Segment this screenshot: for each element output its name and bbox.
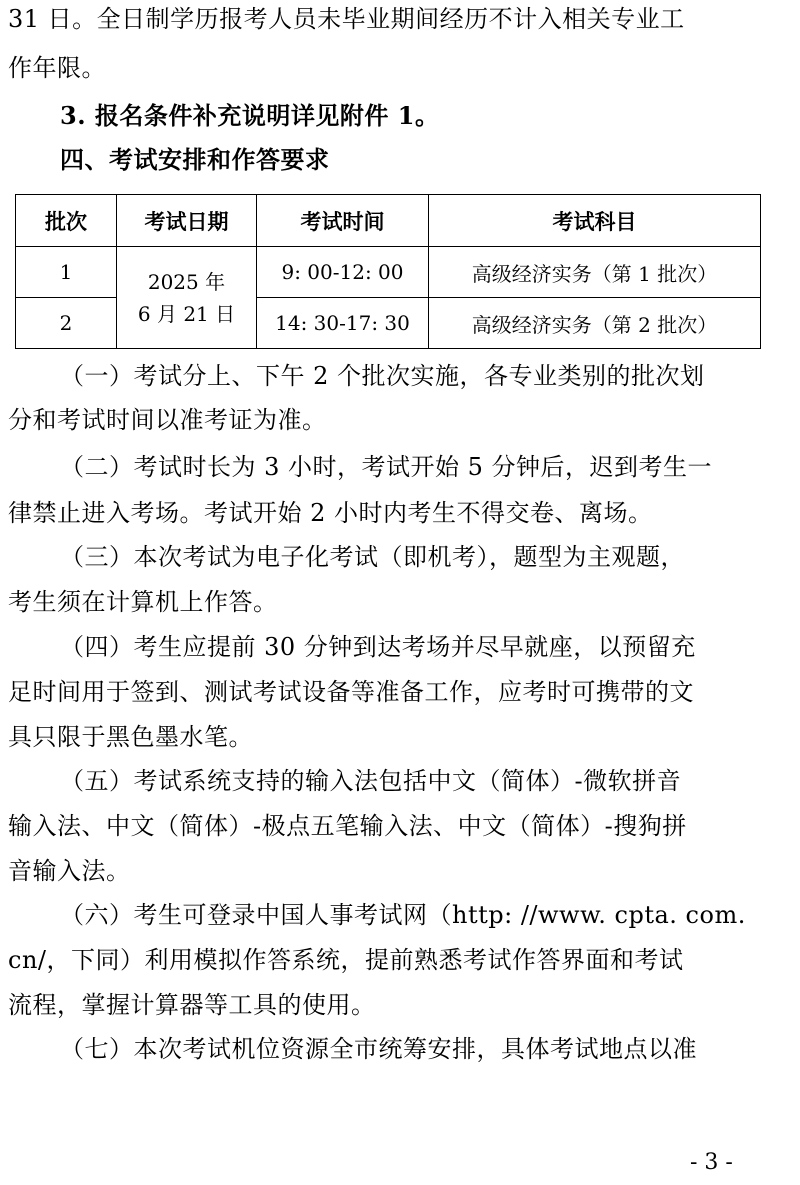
table-header-row bbox=[16, 195, 761, 247]
page-number: - 3 - bbox=[690, 1150, 733, 1175]
header-time: 考试时间 bbox=[257, 195, 429, 247]
paragraph-6-line: cn/，下同）利用模拟作答系统，提前熟悉考试作答界面和考试 bbox=[8, 946, 684, 974]
paragraph-5-line: 输入法、中文（简体）-极点五笔输入法、中文（简体）-搜狗拼 bbox=[8, 812, 687, 840]
paragraph-4-line: 具只限于黑色墨水笔。 bbox=[8, 723, 253, 751]
paragraph-1-line: 分和考试时间以准考证为准。 bbox=[8, 406, 327, 434]
time-cell: 9: 00-12: 00 bbox=[257, 247, 429, 298]
text-line: 31 日。全日制学历报考人员未毕业期间经历不计入相关专业工 bbox=[8, 5, 685, 33]
paragraph-4-line: （四）考生应提前 30 分钟到达考场并尽早就座，以预留充 bbox=[60, 633, 696, 661]
section-heading: 四、考试安排和作答要求 bbox=[60, 145, 330, 174]
header-date: 考试日期 bbox=[117, 195, 257, 247]
paragraph-7-line: （七）本次考试机位资源全市统筹安排，具体考试地点以准 bbox=[60, 1035, 697, 1063]
batch-cell: 2 bbox=[16, 298, 117, 349]
paragraph-2-line: （二）考试时长为 3 小时，考试开始 5 分钟后，迟到考生一 bbox=[60, 453, 713, 481]
paragraph-1-line: （一）考试分上、下午 2 个批次实施，各专业类别的批次划 bbox=[60, 362, 705, 390]
date-day: 6 月 21 日 bbox=[137, 301, 236, 326]
batch-cell: 1 bbox=[16, 247, 117, 298]
note-3: 3. 报名条件补充说明详见附件 1。 bbox=[60, 101, 440, 130]
text-line: 作年限。 bbox=[8, 54, 106, 82]
paragraph-6-line: 流程，掌握计算器等工具的使用。 bbox=[8, 991, 376, 1019]
table-row bbox=[16, 247, 761, 298]
paragraph-3-line: 考生须在计算机上作答。 bbox=[8, 588, 278, 616]
paragraph-5-line: （五）考试系统支持的输入法包括中文（简体）-微软拼音 bbox=[60, 767, 682, 795]
paragraph-5-line: 音输入法。 bbox=[8, 857, 131, 885]
exam-schedule-table bbox=[15, 194, 761, 349]
date-year: 2025 年 bbox=[147, 269, 226, 294]
exam-date-cell bbox=[117, 247, 257, 349]
header-batch: 批次 bbox=[16, 195, 117, 247]
paragraph-2-line: 律禁止进入考场。考试开始 2 小时内考生不得交卷、离场。 bbox=[8, 499, 653, 527]
time-cell: 14: 30-17: 30 bbox=[257, 298, 429, 349]
paragraph-4-line: 足时间用于签到、测试考试设备等准备工作，应考时可携带的文 bbox=[8, 678, 694, 706]
subject-cell: 高级经济实务（第 2 批次） bbox=[429, 298, 761, 349]
header-subject: 考试科目 bbox=[429, 195, 761, 247]
paragraph-3-line: （三）本次考试为电子化考试（即机考），题型为主观题， bbox=[60, 543, 685, 571]
paragraph-6-line: （六）考生可登录中国人事考试网（http: //www. cpta. com. bbox=[60, 901, 746, 929]
subject-cell: 高级经济实务（第 1 批次） bbox=[429, 247, 761, 298]
